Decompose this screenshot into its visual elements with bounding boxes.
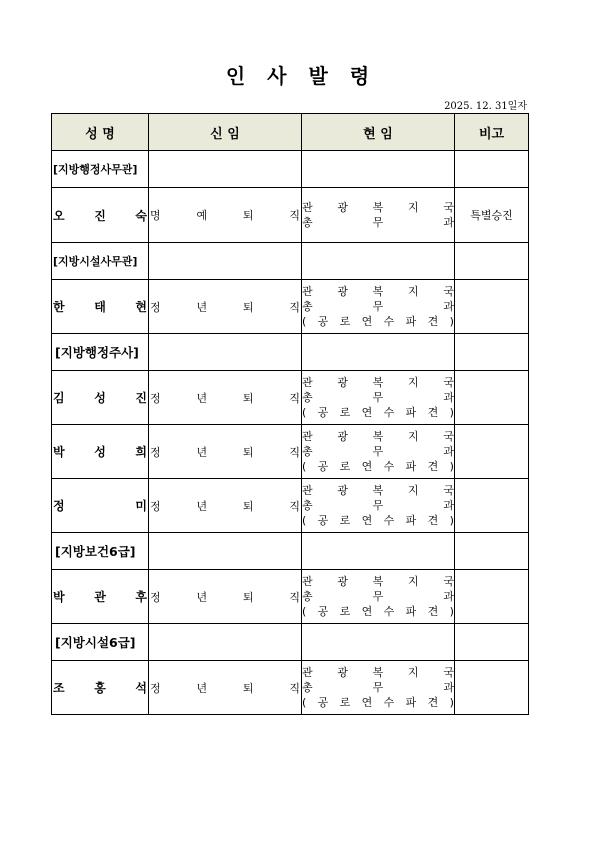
char: 로	[339, 406, 351, 419]
char: 직	[289, 209, 300, 222]
char: 파	[405, 315, 417, 328]
current-position-cell	[302, 280, 455, 334]
char: 파	[405, 406, 417, 419]
char: 정	[150, 391, 161, 405]
char: 국	[443, 666, 454, 679]
section-label-cell	[52, 151, 149, 188]
char: 총	[302, 445, 313, 458]
spread-text	[149, 498, 301, 514]
empty-cell	[149, 334, 302, 371]
name-cell	[52, 188, 149, 243]
empty-cell	[149, 533, 302, 570]
char: 오	[53, 208, 65, 223]
table-row	[52, 425, 529, 479]
empty-cell	[149, 624, 302, 661]
current-position-line	[302, 314, 454, 329]
char: 무	[372, 590, 384, 603]
current-position-line	[302, 299, 454, 314]
char: 연	[361, 696, 373, 709]
section-row	[52, 151, 529, 188]
char: )	[449, 406, 454, 419]
header-name: 성 명	[52, 114, 149, 151]
current-position-cell	[302, 479, 455, 533]
section-label-cell	[52, 334, 149, 371]
char: 총	[302, 300, 313, 313]
char: 총	[302, 590, 313, 603]
document-title	[0, 60, 595, 89]
char: 지	[407, 285, 419, 298]
spread-text	[149, 444, 301, 460]
empty-cell	[302, 624, 455, 661]
char: 무	[372, 300, 384, 313]
char: 년	[196, 445, 208, 459]
current-position-line	[302, 498, 454, 513]
char: 지	[407, 376, 419, 389]
char: 정	[150, 681, 161, 695]
char: 공	[317, 460, 329, 473]
char: 과	[443, 590, 454, 603]
empty-cell	[302, 243, 455, 280]
note-cell	[455, 371, 529, 425]
person-name	[52, 679, 148, 696]
char: 복	[372, 575, 384, 588]
table-row	[52, 661, 529, 715]
char: 견	[427, 514, 439, 527]
header-row	[52, 114, 529, 151]
table-body	[52, 151, 529, 715]
name-cell	[52, 661, 149, 715]
char: 퇴	[242, 209, 254, 222]
current-position-line	[302, 574, 454, 589]
char: 총	[302, 391, 313, 404]
char: 견	[427, 696, 439, 709]
person-name	[52, 497, 148, 514]
header-current-position: 현 임	[302, 114, 455, 151]
title-char: 령	[349, 64, 370, 88]
char: 정	[150, 590, 161, 604]
char: 로	[339, 605, 351, 618]
char: 로	[339, 696, 351, 709]
char: 광	[337, 484, 348, 497]
char: 광	[337, 575, 348, 588]
name-cell	[52, 371, 149, 425]
empty-cell	[455, 334, 529, 371]
char: 지	[407, 484, 419, 497]
char: 연	[361, 406, 373, 419]
char: 복	[372, 430, 384, 443]
title-char: 사	[267, 64, 287, 88]
current-position-line	[302, 375, 454, 390]
current-position-line	[302, 390, 454, 405]
name-cell	[52, 570, 149, 624]
char: 정	[150, 499, 161, 513]
empty-cell	[455, 243, 529, 280]
name-cell	[52, 280, 149, 334]
char: 한	[53, 300, 65, 314]
effective-date: 2025. 12. 31일자	[444, 101, 527, 112]
char: 파	[405, 460, 417, 473]
char: 진	[135, 391, 147, 405]
new-position-cell	[149, 570, 302, 624]
char: 로	[339, 514, 351, 527]
section-label: [지방행정사무관]	[53, 163, 138, 176]
current-position-line	[302, 604, 454, 619]
char: 희	[135, 445, 147, 459]
char: 파	[405, 696, 417, 709]
note-cell	[455, 188, 529, 243]
char: 견	[427, 605, 439, 618]
char: 광	[337, 666, 348, 679]
char: 지	[407, 575, 419, 588]
char: 공	[317, 696, 329, 709]
section-row	[52, 624, 529, 661]
char: 관	[302, 430, 313, 443]
current-position-line	[302, 284, 454, 299]
char: 공	[317, 514, 329, 527]
empty-cell	[302, 533, 455, 570]
section-row	[52, 533, 529, 570]
char: 성	[94, 445, 106, 459]
char: 지	[407, 430, 419, 443]
char: 년	[196, 590, 208, 604]
current-position-cell	[302, 661, 455, 715]
char: 과	[443, 216, 454, 229]
char: 수	[383, 460, 395, 473]
char: (	[302, 315, 307, 328]
section-label: [지방행정주사]	[55, 345, 139, 360]
char: 파	[405, 514, 417, 527]
current-position-cell	[302, 425, 455, 479]
char: 복	[372, 376, 384, 389]
appointment-table	[51, 113, 529, 715]
new-position-cell	[149, 479, 302, 533]
char: 공	[317, 315, 329, 328]
char: 정	[150, 445, 161, 459]
section-label: [지방시설사무관]	[53, 255, 138, 268]
new-position-cell	[149, 188, 302, 243]
char: 년	[196, 300, 208, 314]
char: 무	[372, 499, 384, 512]
title-char: 발	[308, 64, 328, 88]
current-position-line	[302, 459, 454, 474]
spread-text	[149, 390, 301, 406]
char: 연	[361, 315, 373, 328]
char: 과	[443, 681, 454, 694]
char: 국	[443, 484, 454, 497]
section-label: [지방시설6급]	[55, 635, 136, 650]
person-name	[52, 443, 148, 460]
char: 국	[443, 201, 454, 214]
char: 지	[407, 666, 419, 679]
char: 국	[443, 430, 454, 443]
person-name	[52, 588, 148, 605]
empty-cell	[302, 334, 455, 371]
section-row	[52, 334, 529, 371]
empty-cell	[455, 533, 529, 570]
table-row	[52, 479, 529, 533]
table-row	[52, 280, 529, 334]
char: 무	[372, 391, 384, 404]
char: )	[449, 315, 454, 328]
char: (	[302, 514, 307, 527]
section-label: [지방보건6급]	[55, 544, 136, 559]
title-char: 인	[225, 64, 246, 88]
current-position-line	[302, 513, 454, 528]
char: 공	[317, 605, 329, 618]
char: 박	[53, 590, 65, 604]
char: (	[302, 605, 307, 618]
char: 국	[443, 285, 454, 298]
current-position-line	[302, 200, 454, 215]
char: 연	[361, 514, 373, 527]
char: 직	[289, 391, 300, 405]
char: 홍	[94, 681, 106, 695]
char: 총	[302, 216, 313, 229]
char: (	[302, 696, 307, 709]
empty-cell	[302, 151, 455, 188]
char: 관	[302, 666, 313, 679]
person-name	[52, 207, 148, 224]
current-position-line	[302, 680, 454, 695]
person-name	[52, 298, 148, 315]
char: 공	[317, 406, 329, 419]
current-position-line	[302, 215, 454, 230]
current-position-line	[302, 444, 454, 459]
table-row	[52, 570, 529, 624]
char: 현	[135, 300, 147, 314]
char: 수	[383, 315, 395, 328]
char: 직	[289, 590, 300, 604]
char: 국	[443, 575, 454, 588]
note-cell	[455, 425, 529, 479]
current-position-line	[302, 695, 454, 710]
section-label-cell	[52, 624, 149, 661]
char: )	[449, 460, 454, 473]
char: 과	[443, 499, 454, 512]
char: 복	[372, 285, 384, 298]
char: 숙	[135, 208, 147, 223]
char: 박	[53, 445, 65, 459]
note-text: 특별승진	[470, 209, 513, 222]
name-cell	[52, 479, 149, 533]
char: 견	[427, 460, 439, 473]
char: 로	[339, 315, 351, 328]
char: 연	[361, 605, 373, 618]
spread-text	[149, 299, 301, 315]
section-row	[52, 243, 529, 280]
section-label-cell	[52, 243, 149, 280]
char: 퇴	[242, 300, 254, 314]
char: 과	[443, 391, 454, 404]
char: 미	[135, 499, 147, 513]
note-cell	[455, 661, 529, 715]
empty-cell	[149, 243, 302, 280]
char: 진	[94, 208, 106, 223]
section-label-cell	[52, 533, 149, 570]
char: 로	[339, 460, 351, 473]
char: (	[302, 460, 307, 473]
char: 퇴	[242, 681, 254, 695]
char: 년	[196, 681, 208, 695]
char: 직	[289, 300, 300, 314]
char: 년	[196, 499, 208, 513]
char: 과	[443, 300, 454, 313]
char: 광	[337, 285, 348, 298]
header-new-position: 신 임	[149, 114, 302, 151]
char: (	[302, 406, 307, 419]
char: 관	[302, 376, 313, 389]
char: 무	[372, 216, 384, 229]
current-position-line	[302, 589, 454, 604]
char: 복	[372, 666, 384, 679]
char: 직	[289, 499, 300, 513]
char: 퇴	[242, 590, 254, 604]
char: 광	[337, 376, 348, 389]
person-name	[52, 389, 148, 406]
char: 복	[372, 484, 384, 497]
char: 관	[302, 484, 313, 497]
new-position-cell	[149, 661, 302, 715]
char: 국	[443, 376, 454, 389]
char: 수	[383, 406, 395, 419]
char: 지	[407, 201, 419, 214]
current-position-cell	[302, 371, 455, 425]
char: )	[449, 514, 454, 527]
char: 견	[427, 406, 439, 419]
note-cell	[455, 570, 529, 624]
spread-text	[149, 207, 301, 223]
char: 파	[405, 605, 417, 618]
table-row	[52, 371, 529, 425]
char: 후	[135, 590, 147, 604]
char: 정	[150, 300, 161, 314]
char: 무	[372, 681, 384, 694]
char: 관	[302, 285, 313, 298]
char: 태	[94, 300, 106, 314]
char: 직	[289, 681, 300, 695]
char: 직	[289, 445, 300, 459]
empty-cell	[149, 151, 302, 188]
char: )	[449, 696, 454, 709]
char: 수	[383, 514, 395, 527]
char: 석	[135, 681, 147, 695]
char: )	[449, 605, 454, 618]
char: 견	[427, 315, 439, 328]
char: 광	[337, 201, 348, 214]
char: 수	[383, 605, 395, 618]
new-position-cell	[149, 280, 302, 334]
char: 년	[196, 391, 208, 405]
current-position-line	[302, 405, 454, 420]
char: 예	[196, 209, 208, 222]
char: 총	[302, 681, 313, 694]
char: 퇴	[242, 445, 254, 459]
char: 수	[383, 696, 395, 709]
name-cell	[52, 425, 149, 479]
char: 연	[361, 460, 373, 473]
new-position-cell	[149, 425, 302, 479]
current-position-line	[302, 429, 454, 444]
char: 과	[443, 445, 454, 458]
char: 명	[150, 209, 161, 222]
empty-cell	[455, 624, 529, 661]
current-position-cell	[302, 570, 455, 624]
char: 정	[53, 499, 65, 513]
char: 조	[53, 681, 65, 695]
char: 김	[53, 391, 65, 405]
char: 관	[302, 575, 313, 588]
spread-text	[149, 589, 301, 605]
header-note: 비고	[455, 114, 529, 151]
char: 복	[372, 201, 384, 214]
table-row	[52, 188, 529, 243]
char: 성	[94, 391, 106, 405]
note-cell	[455, 280, 529, 334]
char: 퇴	[242, 499, 254, 513]
char: 퇴	[242, 391, 254, 405]
empty-cell	[455, 151, 529, 188]
new-position-cell	[149, 371, 302, 425]
current-position-line	[302, 483, 454, 498]
spread-text	[149, 680, 301, 696]
char: 총	[302, 499, 313, 512]
current-position-line	[302, 665, 454, 680]
current-position-cell	[302, 188, 455, 243]
note-cell	[455, 479, 529, 533]
char: 무	[372, 445, 384, 458]
char: 관	[94, 590, 106, 604]
char: 광	[337, 430, 348, 443]
char: 관	[302, 201, 313, 214]
